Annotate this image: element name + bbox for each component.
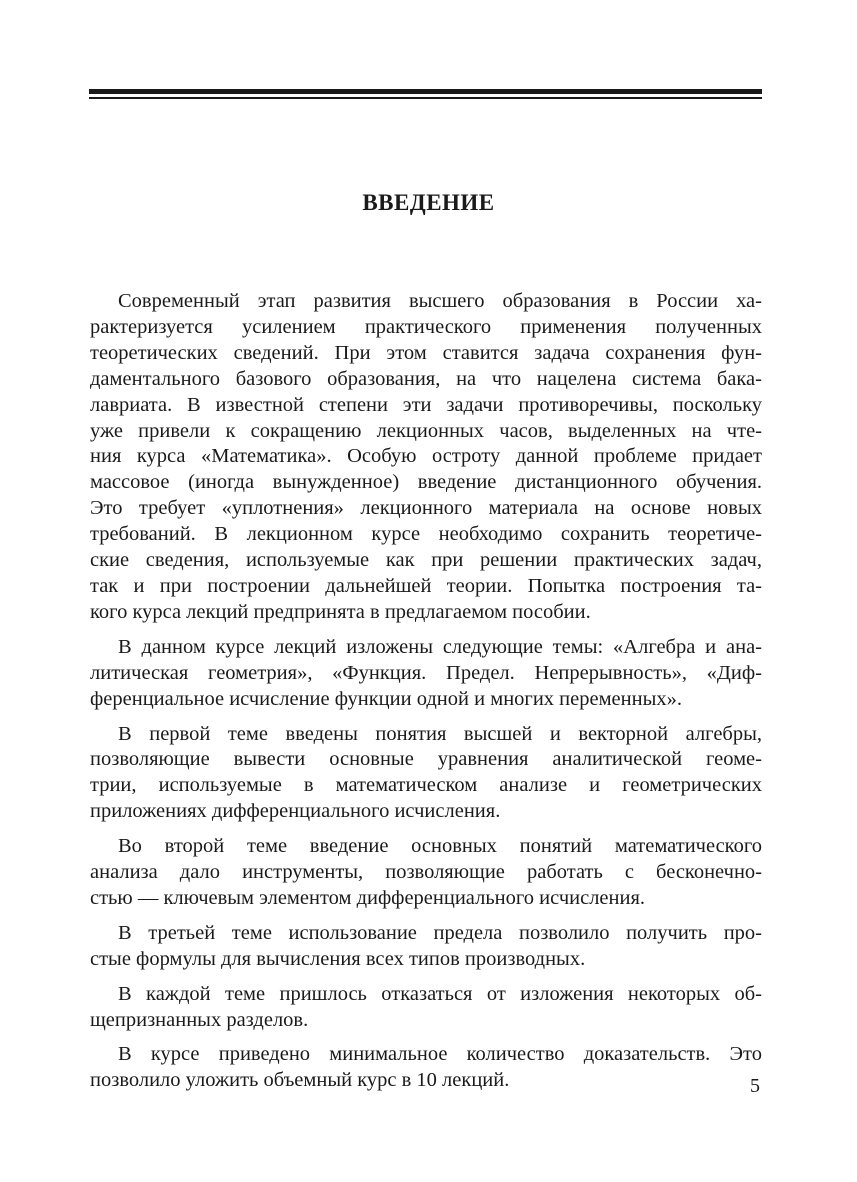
text-line: так и при построении дальнейшей теории. Попытка построения та- <box>90 574 762 597</box>
text-line: ские сведения, используемые как при решении практических задач, <box>90 549 762 572</box>
paragraph <box>90 1042 762 1094</box>
text-line: лавриата. В известной степени эти задачи противоречивы, поскольку <box>90 393 762 416</box>
text-line: Во второй теме введение основных понятий математического <box>118 835 762 858</box>
text-line: трии, используемые в математическом анализе и геометрических <box>90 774 762 797</box>
text-line: Современный этап развития высшего образования в России ха- <box>118 290 762 312</box>
paragraph <box>90 635 762 713</box>
text-line: ференциальное исчисление функции одной и многих переменных». <box>90 687 682 710</box>
text-line: массовое (иногда вынужденное) введение дистанционного обучения. <box>90 471 762 494</box>
text-line: кого курса лекций предпринята в предлагаемом пособии. <box>90 600 591 623</box>
text-line: ния курса «Математика». Особую остроту данной проблеме придает <box>90 445 762 468</box>
text-line: приложениях дифференциального исчисления. <box>90 800 501 823</box>
chapter-title: ВВЕДЕНИЕ <box>362 190 495 215</box>
paragraph <box>90 921 762 973</box>
body-text <box>90 289 762 1095</box>
text-line: уже привели к сокращению лекционных часов, выделенных на чте- <box>90 419 762 442</box>
paragraph <box>90 982 762 1034</box>
page-number: 5 <box>750 1075 760 1097</box>
paragraph <box>90 722 762 826</box>
text-line: стью — ключевым элементом дифференциального исчисления. <box>90 886 646 909</box>
text-line: требований. В лекционном курсе необходимо сохранить теоретиче- <box>90 523 762 546</box>
text-line: теоретических сведений. При этом ставится задача сохранения фун- <box>90 341 762 364</box>
text-line: щепризнанных разделов. <box>90 1008 309 1031</box>
text-line: В третьей теме использование предела позволило получить про- <box>118 921 762 944</box>
text-line: В курсе приведено минимальное количество доказательств. Это <box>118 1043 762 1066</box>
paragraph <box>90 834 762 912</box>
text-line: В каждой теме пришлось отказаться от изложения некоторых об- <box>118 982 762 1005</box>
text-line: анализа дало инструменты, позволяющие работать с бесконечно- <box>90 861 762 884</box>
paragraph <box>90 289 762 626</box>
text-line: стые формулы для вычисления всех типов производных. <box>90 947 586 970</box>
text-line: В данном курсе лекций изложены следующие темы: «Алгебра и ана- <box>118 635 762 658</box>
header-rule-thin <box>89 97 762 99</box>
text-line: рактеризуется усилением практического применения полученных <box>90 315 762 338</box>
text-line: даментального базового образования, на что нацелена система бака- <box>90 367 762 390</box>
text-line: позволило уложить объемный курс в 10 лекций. <box>90 1069 510 1092</box>
text-line: позволяющие вывести основные уравнения аналитической геоме- <box>90 748 762 771</box>
text-line: В первой теме введены понятия высшей и векторной алгебры, <box>118 722 762 745</box>
text-line: литическая геометрия», «Функция. Предел. Непрерывность», «Диф- <box>90 661 762 684</box>
text-line: Это требует «уплотнения» лекционного материала на основе новых <box>90 497 762 520</box>
header-rule-thick <box>89 89 762 94</box>
